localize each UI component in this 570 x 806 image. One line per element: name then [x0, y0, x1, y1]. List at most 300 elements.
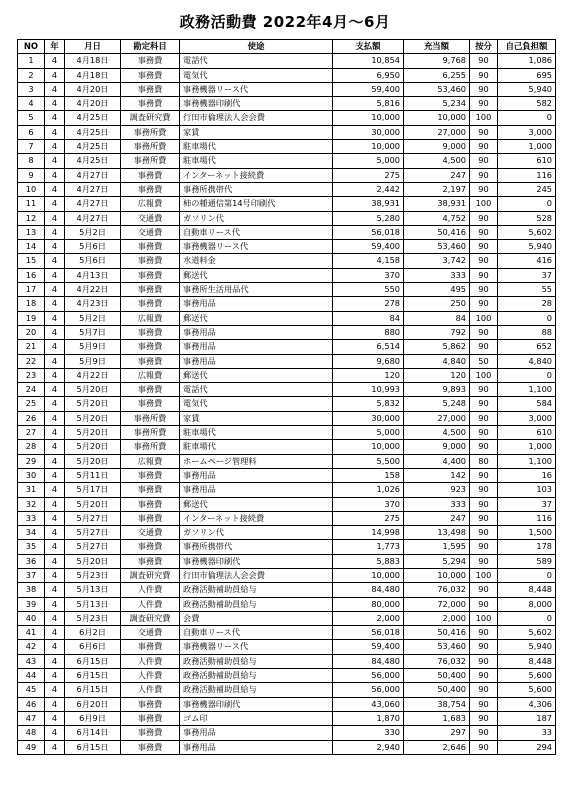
cell-no: 46 [18, 697, 45, 711]
cell-appropriation: 27,000 [404, 125, 470, 139]
cell-usage: 会費 [180, 611, 333, 625]
cell-no: 8 [18, 154, 45, 168]
header-account: 勘定科目 [121, 40, 180, 54]
cell-account: 広報費 [121, 197, 180, 211]
cell-payment: 59,400 [333, 240, 404, 254]
cell-ratio: 90 [470, 340, 498, 354]
header-payment: 支払額 [333, 40, 404, 54]
cell-ratio: 90 [470, 654, 498, 668]
cell-self-burden: 5,940 [498, 82, 556, 96]
cell-date: 5月20日 [65, 426, 121, 440]
cell-payment: 84,480 [333, 654, 404, 668]
cell-no: 2 [18, 68, 45, 82]
cell-self-burden: 528 [498, 211, 556, 225]
cell-ratio: 90 [470, 626, 498, 640]
cell-payment: 5,883 [333, 554, 404, 568]
cell-appropriation: 9,893 [404, 383, 470, 397]
cell-date: 5月17日 [65, 483, 121, 497]
table-row [18, 397, 556, 411]
cell-usage: 自動車リース代 [180, 225, 333, 239]
cell-year: 4 [45, 154, 65, 168]
cell-account: 事務費 [121, 711, 180, 725]
cell-date: 4月27日 [65, 197, 121, 211]
cell-date: 5月27日 [65, 540, 121, 554]
cell-appropriation: 5,294 [404, 554, 470, 568]
cell-year: 4 [45, 483, 65, 497]
cell-year: 4 [45, 211, 65, 225]
cell-usage: 事務機器リース代 [180, 82, 333, 96]
cell-account: 調査研究費 [121, 568, 180, 582]
cell-appropriation: 2,000 [404, 611, 470, 625]
cell-payment: 84,480 [333, 583, 404, 597]
cell-date: 5月23日 [65, 611, 121, 625]
cell-usage: 郵送代 [180, 368, 333, 382]
cell-usage: 駐車場代 [180, 140, 333, 154]
cell-year: 4 [45, 82, 65, 96]
table-row [18, 383, 556, 397]
cell-self-burden: 8,448 [498, 654, 556, 668]
cell-date: 6月20日 [65, 697, 121, 711]
cell-appropriation: 792 [404, 325, 470, 339]
cell-no: 21 [18, 340, 45, 354]
cell-payment: 10,854 [333, 54, 404, 68]
cell-payment: 56,018 [333, 225, 404, 239]
cell-ratio: 90 [470, 411, 498, 425]
cell-date: 5月11日 [65, 468, 121, 482]
cell-appropriation: 1,683 [404, 711, 470, 725]
table-row [18, 168, 556, 182]
cell-usage: 郵送代 [180, 311, 333, 325]
cell-appropriation: 333 [404, 268, 470, 282]
cell-usage: 事務機器リース代 [180, 240, 333, 254]
cell-no: 17 [18, 283, 45, 297]
cell-appropriation: 50,400 [404, 669, 470, 683]
cell-year: 4 [45, 426, 65, 440]
cell-year: 4 [45, 468, 65, 482]
cell-ratio: 90 [470, 440, 498, 454]
cell-year: 4 [45, 383, 65, 397]
cell-self-burden: 3,000 [498, 125, 556, 139]
cell-account: 事務所費 [121, 411, 180, 425]
cell-year: 4 [45, 583, 65, 597]
cell-year: 4 [45, 168, 65, 182]
cell-ratio: 100 [470, 568, 498, 582]
cell-date: 4月18日 [65, 68, 121, 82]
cell-year: 4 [45, 611, 65, 625]
cell-ratio: 90 [470, 325, 498, 339]
cell-ratio: 90 [470, 426, 498, 440]
cell-no: 37 [18, 568, 45, 582]
table-row [18, 711, 556, 725]
cell-usage: 電話代 [180, 54, 333, 68]
cell-payment: 10,000 [333, 111, 404, 125]
cell-date: 5月9日 [65, 354, 121, 368]
cell-appropriation: 250 [404, 297, 470, 311]
cell-appropriation: 4,400 [404, 454, 470, 468]
cell-date: 5月2日 [65, 225, 121, 239]
cell-usage: 行田市倫理法人会会費 [180, 111, 333, 125]
cell-year: 4 [45, 597, 65, 611]
cell-self-burden: 416 [498, 254, 556, 268]
cell-usage: 事務所携帯代 [180, 182, 333, 196]
cell-usage: 事務用品 [180, 726, 333, 740]
cell-year: 4 [45, 240, 65, 254]
cell-appropriation: 38,931 [404, 197, 470, 211]
table-row [18, 240, 556, 254]
cell-payment: 550 [333, 283, 404, 297]
cell-no: 35 [18, 540, 45, 554]
table-row [18, 440, 556, 454]
cell-ratio: 90 [470, 182, 498, 196]
cell-no: 48 [18, 726, 45, 740]
cell-year: 4 [45, 454, 65, 468]
cell-self-burden: 610 [498, 154, 556, 168]
cell-no: 42 [18, 640, 45, 654]
cell-no: 9 [18, 168, 45, 182]
table-row [18, 97, 556, 111]
table-row [18, 197, 556, 211]
table-row [18, 426, 556, 440]
cell-appropriation: 4,500 [404, 154, 470, 168]
cell-account: 事務費 [121, 283, 180, 297]
cell-date: 6月6日 [65, 640, 121, 654]
table-row [18, 597, 556, 611]
cell-no: 16 [18, 268, 45, 282]
cell-account: 事務費 [121, 54, 180, 68]
cell-usage: 政務活動補助員給与 [180, 669, 333, 683]
cell-year: 4 [45, 669, 65, 683]
cell-date: 6月15日 [65, 654, 121, 668]
table-row [18, 182, 556, 196]
cell-ratio: 90 [470, 297, 498, 311]
cell-year: 4 [45, 397, 65, 411]
cell-date: 4月25日 [65, 125, 121, 139]
cell-appropriation: 4,840 [404, 354, 470, 368]
cell-appropriation: 10,000 [404, 568, 470, 582]
cell-self-burden: 4,306 [498, 697, 556, 711]
cell-year: 4 [45, 726, 65, 740]
cell-self-burden: 1,000 [498, 140, 556, 154]
cell-year: 4 [45, 125, 65, 139]
cell-account: 人件費 [121, 669, 180, 683]
cell-usage: 郵送代 [180, 497, 333, 511]
cell-appropriation: 72,000 [404, 597, 470, 611]
cell-self-burden: 1,086 [498, 54, 556, 68]
cell-payment: 275 [333, 168, 404, 182]
cell-no: 47 [18, 711, 45, 725]
table-row [18, 340, 556, 354]
cell-date: 4月20日 [65, 97, 121, 111]
cell-payment: 6,514 [333, 340, 404, 354]
cell-appropriation: 297 [404, 726, 470, 740]
cell-payment: 56,018 [333, 626, 404, 640]
cell-appropriation: 5,234 [404, 97, 470, 111]
cell-no: 30 [18, 468, 45, 482]
cell-appropriation: 84 [404, 311, 470, 325]
table-row [18, 154, 556, 168]
cell-appropriation: 120 [404, 368, 470, 382]
cell-usage: インターネット接続費 [180, 511, 333, 525]
cell-no: 27 [18, 426, 45, 440]
cell-usage: ホームページ管理料 [180, 454, 333, 468]
cell-date: 4月20日 [65, 82, 121, 96]
table-row [18, 626, 556, 640]
cell-self-burden: 5,600 [498, 669, 556, 683]
cell-year: 4 [45, 311, 65, 325]
table-row [18, 211, 556, 225]
cell-self-burden: 88 [498, 325, 556, 339]
cell-appropriation: 4,500 [404, 426, 470, 440]
cell-usage: 事務機器印刷代 [180, 697, 333, 711]
cell-payment: 9,680 [333, 354, 404, 368]
cell-no: 14 [18, 240, 45, 254]
cell-account: 事務費 [121, 297, 180, 311]
cell-date: 5月6日 [65, 254, 121, 268]
cell-date: 5月20日 [65, 411, 121, 425]
cell-no: 22 [18, 354, 45, 368]
table-row [18, 368, 556, 382]
cell-account: 事務所費 [121, 125, 180, 139]
cell-account: 事務費 [121, 82, 180, 96]
header-ratio: 按分 [470, 40, 498, 54]
cell-account: 事務所費 [121, 440, 180, 454]
cell-self-burden: 8,000 [498, 597, 556, 611]
table-row [18, 454, 556, 468]
cell-payment: 5,832 [333, 397, 404, 411]
cell-payment: 1,026 [333, 483, 404, 497]
cell-payment: 4,158 [333, 254, 404, 268]
cell-appropriation: 53,460 [404, 240, 470, 254]
cell-self-burden: 8,448 [498, 583, 556, 597]
cell-appropriation: 38,754 [404, 697, 470, 711]
cell-no: 28 [18, 440, 45, 454]
cell-ratio: 100 [470, 197, 498, 211]
cell-payment: 5,000 [333, 154, 404, 168]
cell-appropriation: 50,416 [404, 626, 470, 640]
table-row [18, 568, 556, 582]
cell-ratio: 90 [470, 740, 498, 754]
cell-appropriation: 2,197 [404, 182, 470, 196]
cell-ratio: 90 [470, 597, 498, 611]
cell-appropriation: 9,000 [404, 140, 470, 154]
table-row [18, 225, 556, 239]
table-row [18, 483, 556, 497]
cell-ratio: 90 [470, 526, 498, 540]
cell-ratio: 90 [470, 397, 498, 411]
cell-payment: 2,442 [333, 182, 404, 196]
cell-date: 4月27日 [65, 182, 121, 196]
cell-year: 4 [45, 568, 65, 582]
cell-self-burden: 245 [498, 182, 556, 196]
header-date: 月日 [65, 40, 121, 54]
cell-year: 4 [45, 411, 65, 425]
cell-ratio: 90 [470, 125, 498, 139]
table-row [18, 283, 556, 297]
cell-usage: 事務機器印刷代 [180, 554, 333, 568]
cell-date: 5月20日 [65, 554, 121, 568]
cell-account: 交通費 [121, 626, 180, 640]
cell-year: 4 [45, 654, 65, 668]
cell-no: 5 [18, 111, 45, 125]
cell-date: 6月2日 [65, 626, 121, 640]
cell-payment: 330 [333, 726, 404, 740]
cell-date: 6月14日 [65, 726, 121, 740]
table-row [18, 511, 556, 525]
cell-year: 4 [45, 325, 65, 339]
cell-payment: 5,816 [333, 97, 404, 111]
cell-self-burden: 28 [498, 297, 556, 311]
cell-appropriation: 333 [404, 497, 470, 511]
table-row [18, 354, 556, 368]
cell-date: 4月23日 [65, 297, 121, 311]
cell-payment: 6,950 [333, 68, 404, 82]
cell-usage: 駐車場代 [180, 426, 333, 440]
page-title: 政務活動費 2022年4月～6月 [179, 13, 391, 31]
cell-year: 4 [45, 368, 65, 382]
cell-appropriation: 2,646 [404, 740, 470, 754]
cell-usage: 家賃 [180, 125, 333, 139]
cell-year: 4 [45, 554, 65, 568]
cell-date: 4月27日 [65, 168, 121, 182]
cell-usage: 駐車場代 [180, 440, 333, 454]
cell-account: 交通費 [121, 526, 180, 540]
cell-appropriation: 1,595 [404, 540, 470, 554]
cell-appropriation: 4,752 [404, 211, 470, 225]
cell-no: 1 [18, 54, 45, 68]
cell-ratio: 50 [470, 354, 498, 368]
cell-ratio: 100 [470, 111, 498, 125]
cell-usage: 柿の種通信第14号印刷代 [180, 197, 333, 211]
cell-date: 6月9日 [65, 711, 121, 725]
table-row [18, 526, 556, 540]
cell-self-burden: 582 [498, 97, 556, 111]
cell-usage: 駐車場代 [180, 154, 333, 168]
cell-no: 15 [18, 254, 45, 268]
cell-ratio: 100 [470, 368, 498, 382]
cell-ratio: 90 [470, 511, 498, 525]
cell-ratio: 90 [470, 711, 498, 725]
cell-account: 交通費 [121, 225, 180, 239]
cell-payment: 30,000 [333, 411, 404, 425]
cell-ratio: 90 [470, 583, 498, 597]
cell-usage: 事務用品 [180, 483, 333, 497]
cell-payment: 5,500 [333, 454, 404, 468]
cell-usage: 事務所携帯代 [180, 540, 333, 554]
cell-ratio: 80 [470, 454, 498, 468]
cell-year: 4 [45, 182, 65, 196]
cell-account: 調査研究費 [121, 111, 180, 125]
table-row [18, 68, 556, 82]
cell-year: 4 [45, 297, 65, 311]
cell-appropriation: 247 [404, 168, 470, 182]
cell-account: 事務費 [121, 640, 180, 654]
cell-self-burden: 610 [498, 426, 556, 440]
cell-payment: 59,400 [333, 82, 404, 96]
cell-appropriation: 9,000 [404, 440, 470, 454]
cell-year: 4 [45, 283, 65, 297]
cell-date: 5月13日 [65, 597, 121, 611]
cell-date: 5月20日 [65, 440, 121, 454]
cell-self-burden: 55 [498, 283, 556, 297]
cell-account: 事務費 [121, 268, 180, 282]
cell-appropriation: 495 [404, 283, 470, 297]
cell-appropriation: 9,768 [404, 54, 470, 68]
cell-date: 5月6日 [65, 240, 121, 254]
table-row [18, 297, 556, 311]
cell-year: 4 [45, 197, 65, 211]
cell-no: 44 [18, 669, 45, 683]
cell-account: 事務所費 [121, 140, 180, 154]
cell-ratio: 90 [470, 383, 498, 397]
cell-no: 10 [18, 182, 45, 196]
cell-self-burden: 187 [498, 711, 556, 725]
cell-payment: 275 [333, 511, 404, 525]
cell-self-burden: 5,940 [498, 240, 556, 254]
cell-self-burden: 1,100 [498, 454, 556, 468]
cell-no: 7 [18, 140, 45, 154]
cell-no: 36 [18, 554, 45, 568]
table-row [18, 583, 556, 597]
cell-ratio: 90 [470, 483, 498, 497]
cell-no: 49 [18, 740, 45, 754]
cell-ratio: 90 [470, 68, 498, 82]
cell-self-burden: 5,602 [498, 626, 556, 640]
cell-usage: 事務用品 [180, 325, 333, 339]
cell-ratio: 90 [470, 54, 498, 68]
cell-self-burden: 1,000 [498, 440, 556, 454]
cell-usage: 事務用品 [180, 340, 333, 354]
cell-account: 調査研究費 [121, 611, 180, 625]
cell-self-burden: 5,602 [498, 225, 556, 239]
cell-ratio: 90 [470, 669, 498, 683]
cell-self-burden: 1,100 [498, 383, 556, 397]
cell-no: 43 [18, 654, 45, 668]
cell-appropriation: 923 [404, 483, 470, 497]
cell-self-burden: 5,940 [498, 640, 556, 654]
table-row [18, 82, 556, 96]
cell-appropriation: 76,032 [404, 583, 470, 597]
cell-ratio: 90 [470, 225, 498, 239]
cell-year: 4 [45, 683, 65, 697]
cell-date: 4月25日 [65, 140, 121, 154]
cell-appropriation: 76,032 [404, 654, 470, 668]
cell-no: 31 [18, 483, 45, 497]
cell-no: 39 [18, 597, 45, 611]
table-body [18, 54, 556, 755]
cell-date: 5月20日 [65, 397, 121, 411]
cell-appropriation: 27,000 [404, 411, 470, 425]
cell-account: 事務費 [121, 511, 180, 525]
cell-account: 事務費 [121, 354, 180, 368]
cell-ratio: 90 [470, 82, 498, 96]
cell-account: 事務費 [121, 182, 180, 196]
cell-self-burden: 294 [498, 740, 556, 754]
cell-usage: 郵送代 [180, 268, 333, 282]
cell-date: 5月20日 [65, 497, 121, 511]
cell-payment: 880 [333, 325, 404, 339]
cell-account: 広報費 [121, 454, 180, 468]
cell-usage: 電気代 [180, 397, 333, 411]
cell-date: 5月13日 [65, 583, 121, 597]
table-row [18, 125, 556, 139]
cell-no: 24 [18, 383, 45, 397]
cell-self-burden: 652 [498, 340, 556, 354]
cell-ratio: 90 [470, 468, 498, 482]
cell-ratio: 90 [470, 254, 498, 268]
cell-year: 4 [45, 340, 65, 354]
cell-year: 4 [45, 254, 65, 268]
cell-date: 6月15日 [65, 740, 121, 754]
